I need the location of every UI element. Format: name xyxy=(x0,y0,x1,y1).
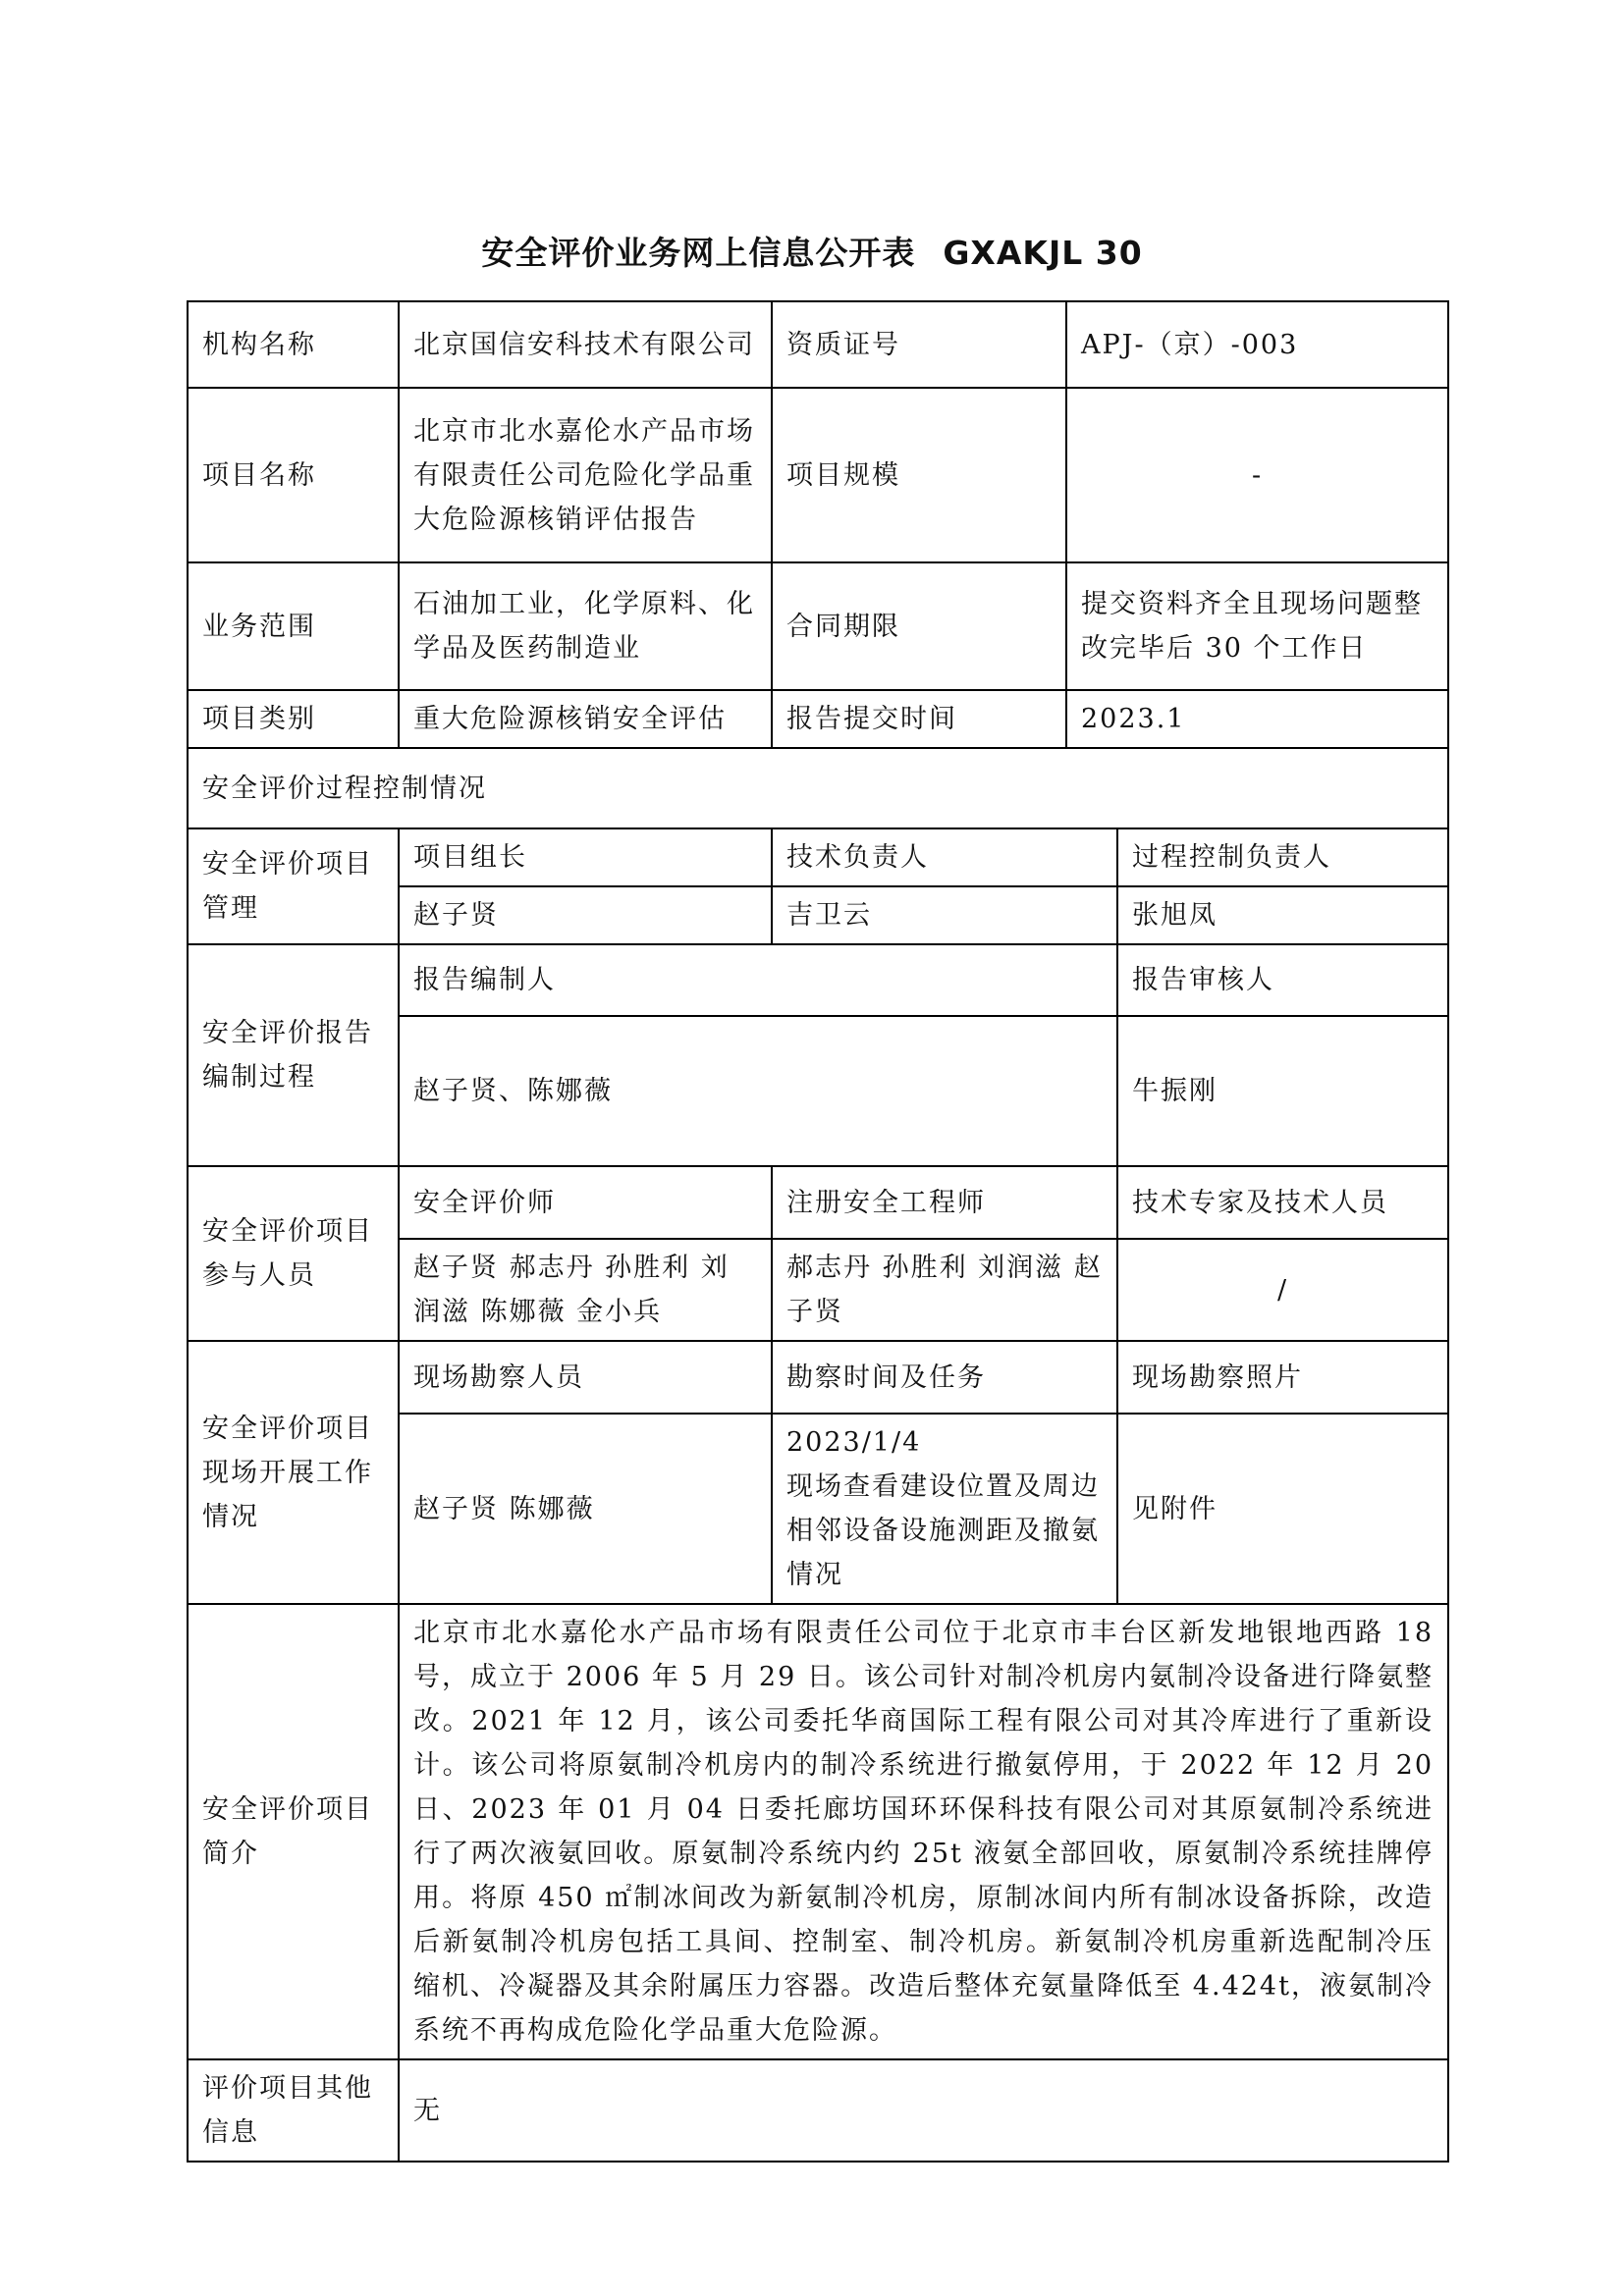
leader-label: 项目组长 xyxy=(399,828,772,886)
tech-label: 技术负责人 xyxy=(772,828,1117,886)
survey-date: 2023/1/4 xyxy=(786,1427,922,1458)
cert-label: 资质证号 xyxy=(772,301,1066,388)
category-value: 重大危险源核销安全评估 xyxy=(399,690,772,748)
leader-value: 赵子贤 xyxy=(399,886,772,944)
report-label: 安全评价报告编制过程 xyxy=(188,944,399,1166)
evaluator-label: 安全评价师 xyxy=(399,1166,772,1239)
survey-time-label: 勘察时间及任务 xyxy=(772,1341,1117,1414)
row-process-section xyxy=(188,748,1448,828)
row-staff-head xyxy=(188,1166,1448,1239)
reviewer-label: 报告审核人 xyxy=(1117,944,1448,1016)
expert-label: 技术专家及技术人员 xyxy=(1117,1166,1448,1239)
site-label: 安全评价项目现场开展工作情况 xyxy=(188,1341,399,1604)
reviewer-value: 牛振刚 xyxy=(1117,1016,1448,1166)
project-label: 项目名称 xyxy=(188,388,399,562)
row-category xyxy=(188,690,1448,748)
row-org xyxy=(188,301,1448,388)
photo-value: 见附件 xyxy=(1117,1414,1448,1604)
engineer-value: 郝志丹 孙胜利 刘润滋 赵子贤 xyxy=(772,1239,1117,1341)
surveyor-label: 现场勘察人员 xyxy=(399,1341,772,1414)
staff-label: 安全评价项目参与人员 xyxy=(188,1166,399,1341)
category-label: 项目类别 xyxy=(188,690,399,748)
author-value: 赵子贤、陈娜薇 xyxy=(399,1016,1117,1166)
control-label: 过程控制负责人 xyxy=(1117,828,1448,886)
intro-text: 北京市北水嘉伦水产品市场有限责任公司位于北京市丰台区新发地银地西路 18 号，成立于 2006 年 5 月 29 日。该公司针对制冷机房内氨制冷设备进行降氨整改。2021 年 12 月，该公司委托华商国际工程有限公司对其冷库进行了重新设计。该公司将原氨制冷机房内的制冷系统进行撤氨停用，于 2022 年 12 月 20 日、2023 年 01 月 04 日委托廊坊国环环保科技有限公司对其原氨制冷系统进行了两次液氨回收。原氨制冷系统内约 25t 液氨全部回收，原氨制冷系统挂牌停用。将原 450 ㎡制冰间改为新氨制冷机房，原制冰间内所有制冰设备拆除，改造后新氨制冷机房包括工具间、控制室、制冷机房。新氨制冷机房重新选配制冷压缩机、冷凝器及其余附属压力容器。改造后整体充氨量降低至 4.424t，液氨制冷系统不再构成危险化学品重大危险源。 xyxy=(399,1604,1448,2059)
engineer-label: 注册安全工程师 xyxy=(772,1166,1117,1239)
row-mgmt-head xyxy=(188,828,1448,886)
org-label: 机构名称 xyxy=(188,301,399,388)
scale-value: - xyxy=(1066,388,1448,562)
expert-value: / xyxy=(1117,1239,1448,1341)
other-label: 评价项目其他信息 xyxy=(188,2059,399,2162)
row-intro xyxy=(188,1604,1448,2059)
contract-value: 提交资料齐全且现场问题整改完毕后 30 个工作日 xyxy=(1066,562,1448,690)
scale-label: 项目规模 xyxy=(772,388,1066,562)
control-value: 张旭凤 xyxy=(1117,886,1448,944)
author-label: 报告编制人 xyxy=(399,944,1117,1016)
org-value: 北京国信安科技术有限公司 xyxy=(399,301,772,388)
photo-label: 现场勘察照片 xyxy=(1117,1341,1448,1414)
other-value: 无 xyxy=(399,2059,1448,2162)
mgmt-label: 安全评价项目管理 xyxy=(188,828,399,944)
row-project xyxy=(188,388,1448,562)
disclosure-table xyxy=(187,300,1449,2163)
row-report-head xyxy=(188,944,1448,1016)
cert-value: APJ-（京）-003 xyxy=(1066,301,1448,388)
submit-label: 报告提交时间 xyxy=(772,690,1066,748)
intro-label: 安全评价项目简介 xyxy=(188,1604,399,2059)
evaluator-value: 赵子贤 郝志丹 孙胜利 刘润滋 陈娜薇 金小兵 xyxy=(399,1239,772,1341)
row-site-head xyxy=(188,1341,1448,1414)
row-scope xyxy=(188,562,1448,690)
project-value: 北京市北水嘉伦水产品市场有限责任公司危险化学品重大危险源核销评估报告 xyxy=(399,388,772,562)
page-title xyxy=(0,228,1624,274)
form-title: 安全评价业务网上信息公开表 xyxy=(481,234,916,272)
row-other xyxy=(188,2059,1448,2162)
process-section-label: 安全评价过程控制情况 xyxy=(188,748,1448,828)
form-code: GXAKJL 30 xyxy=(943,234,1143,272)
submit-value: 2023.1 xyxy=(1066,690,1448,748)
survey-task: 现场查看建设位置及周边相邻设备设施测距及撤氨情况 xyxy=(786,1471,1100,1590)
survey-detail xyxy=(772,1414,1117,1604)
scope-value: 石油加工业，化学原料、化学品及医药制造业 xyxy=(399,562,772,690)
surveyor-value: 赵子贤 陈娜薇 xyxy=(399,1414,772,1604)
contract-label: 合同期限 xyxy=(772,562,1066,690)
scope-label: 业务范围 xyxy=(188,562,399,690)
tech-value: 吉卫云 xyxy=(772,886,1117,944)
